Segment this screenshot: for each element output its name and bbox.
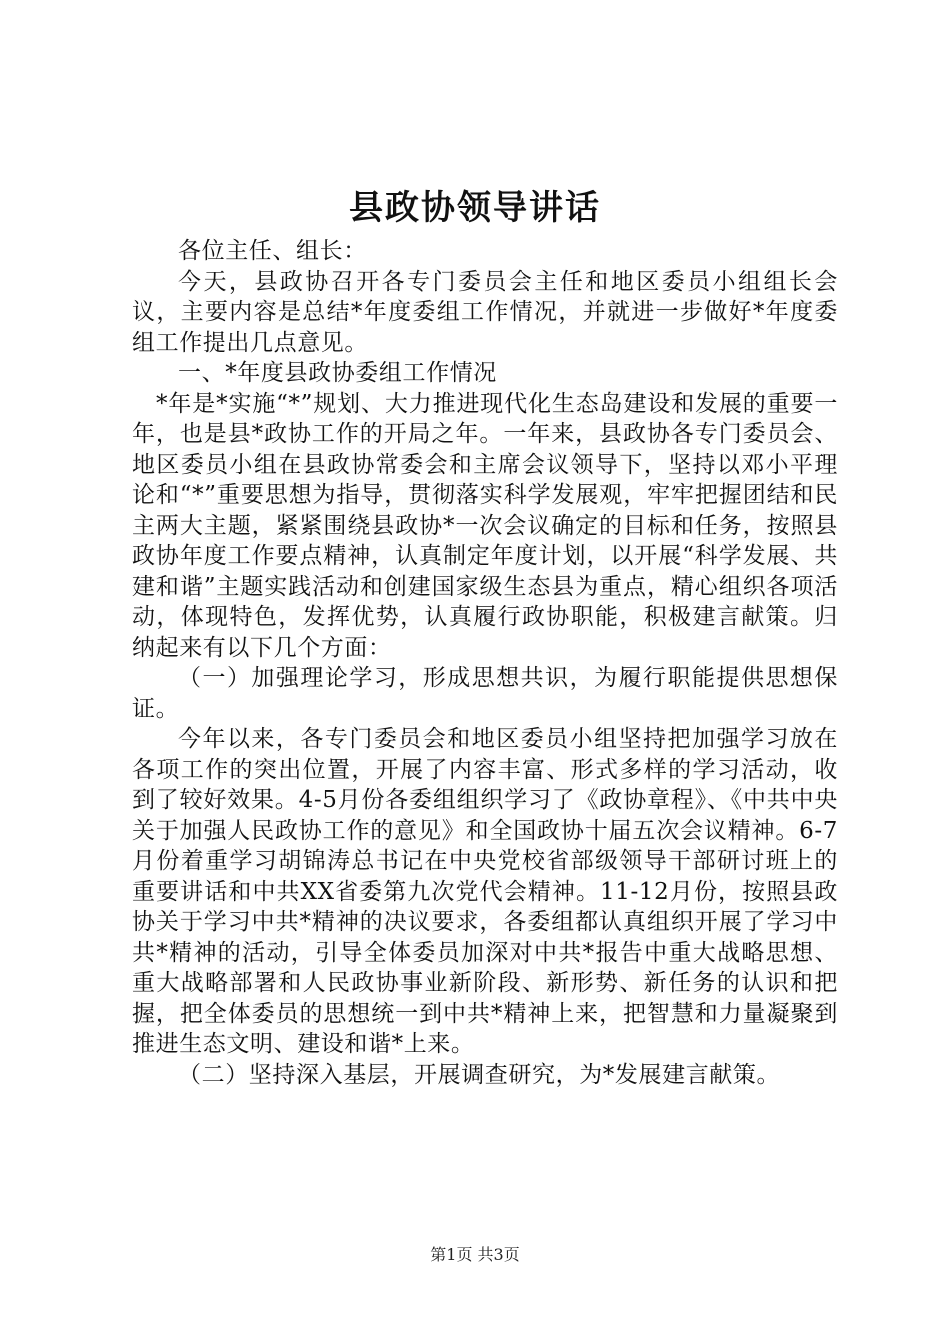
section-heading-1: 一、*年度县政协委组工作情况 xyxy=(178,360,497,386)
page-footer: 第1页 共3页 xyxy=(430,1245,520,1264)
subsection-heading-2: （二）坚持深入基层，开展调查研究，为*发展建言献策。 xyxy=(178,1061,781,1088)
salutation-paragraph: 各位主任、组长： xyxy=(178,238,367,264)
intro-paragraph: 今天，县政协召开各专门委员会主任和地区委员小组组长会议，主要内容是总结*年度委组工作情况，并就进一步做好*年度委组工作提出几点意见。 xyxy=(132,268,838,356)
subsection-heading-1: （一）加强理论学习，形成思想共识，为履行职能提供思想保证。 xyxy=(132,665,838,722)
body-paragraph: *年是*实施“*”规划、大力推进现代化生态岛建设和发展的重要一年，也是县*政协工作的开局之年。一年来，县政协各专门委员会、地区委员小组在县政协常委会和主席会议领导下，坚持以邓小平理论和“*”重要思想为指导，贯彻落实科学发展观，牢牢把握团结和民主两大主题，紧紧围绕县政协*一次会议确定的目标和任务，按照县政协年度工作要点精神，认真制定年度计划，以开展“科学发展、共建和谐”主题实践活动和创建国家级生态县为重点，精心组织各项活动，体现特色，发挥优势，认真履行政协职能，积极建言献策。归纳起来有以下几个方面： xyxy=(132,390,838,661)
document-body xyxy=(132,236,838,1090)
body-paragraph: 今年以来，各专门委员会和地区委员小组坚持把加强学习放在各项工作的突出位置，开展了内容丰富、形式多样的学习活动，收到了较好效果。4-5月份各委组组织学习了《政协章程》、《中共中央关于加强人民政协工作的意见》和全国政协十届五次会议精神。6-7月份着重学习胡锦涛总书记在中央党校省部级领导干部研讨班上的重要讲话和中共XX省委第九次党代会精神。11-12月份，按照县政协关于学习中共*精神的决议要求，各委组都认真组织开展了学习中共*精神的活动，引导全体委员加深对中共*报告中重大战略思想、重大战略部署和人民政协事业新阶段、新形势、新任务的认识和把握，把全体委员的思想统一到中共*精神上来，把智慧和力量凝聚到推进生态文明、建设和谐*上来。 xyxy=(132,726,838,1057)
document-title: 县政协领导讲话 xyxy=(349,188,601,228)
